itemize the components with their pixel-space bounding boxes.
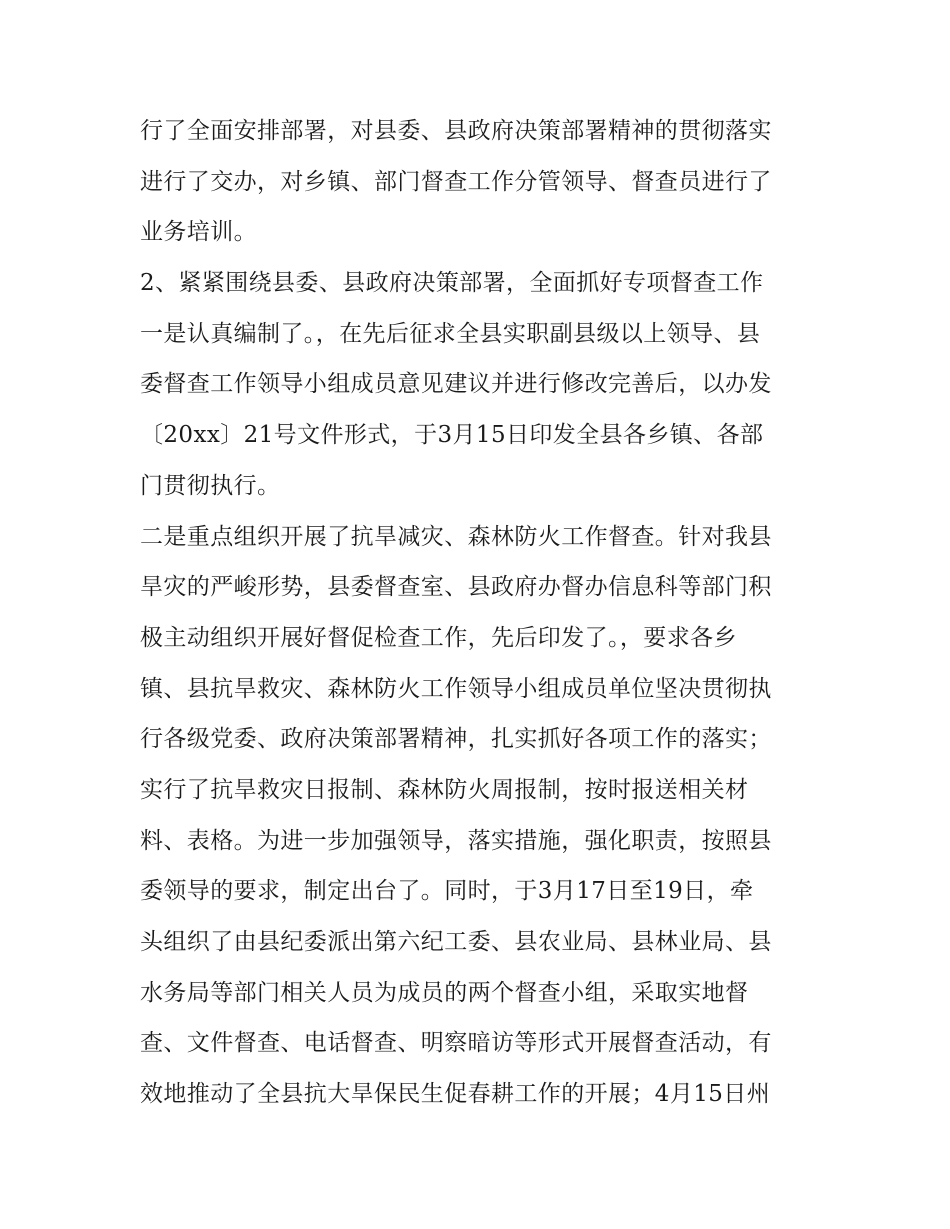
text-line: 头组织了由县纪委派出第六纪工委、县农业局、县林业局、县	[140, 929, 772, 955]
text-line: 门贯彻执行。	[140, 472, 281, 499]
text-line: 极主动组织开展好督促检查工作，先后印发了。，要求各乡	[140, 624, 737, 651]
text-line: 查、文件督查、电话督查、明察暗访等形式开展督查活动，有	[140, 1030, 772, 1057]
text-line: 镇、县抗旱救灾、森林防火工作领导小组成员单位坚决贯彻执	[140, 675, 772, 702]
body-text	[140, 106, 820, 1120]
text-line: 水务局等部门相关人员为成员的两个督查小组，采取实地督	[140, 979, 749, 1006]
text-line: 委领导的要求，制定出台了。同时，于3月17日至19日，牵	[140, 878, 754, 905]
text-line: 实行了抗旱救灾日报制、森林防火周报制，按时报送相关材	[140, 776, 749, 803]
text-line: 业务培训。	[140, 219, 257, 246]
text-line: 2、紧紧围绕县委、县政府决策部署，全面抓好专项督查工作	[140, 270, 764, 297]
text-line: 行各级党委、政府决策部署精神，扎实抓好各项工作的落实；	[140, 726, 772, 753]
text-line: 委督查工作领导小组成员意见建议并进行修改完善后，以办发	[140, 371, 772, 398]
text-line: 旱灾的严峻形势，县委督查室、县政府办督办信息科等部门积	[140, 574, 772, 601]
text-line: 行了全面安排部署，对县委、县政府决策部署精神的贯彻落实	[140, 118, 772, 144]
text-line: 进行了交办，对乡镇、部门督查工作分管领导、督查员进行了	[140, 168, 772, 195]
text-line: 效地推动了全县抗大旱保民生促春耕工作的开展；4月15日州	[140, 1081, 771, 1108]
text-line: 二是重点组织开展了抗旱减灾、森林防火工作督查。针对我县	[140, 523, 772, 550]
text-line: 〔20xx〕21号文件形式，于3月15日印发全县各乡镇、各部	[140, 422, 764, 449]
text-line: 一是认真编制了。，在先后征求全县实职副县级以上领导、县	[140, 320, 761, 347]
text-line: 料、表格。为进一步加强领导，落实措施，强化职责，按照县	[140, 827, 772, 854]
